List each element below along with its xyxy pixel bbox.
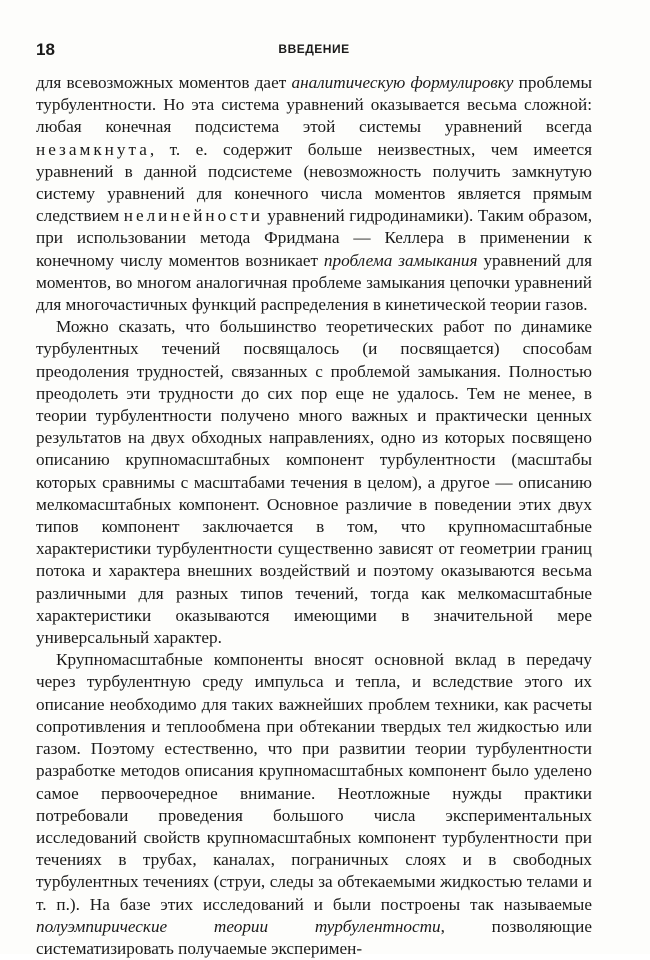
paragraph-1-text: для всевозможных моментов дает: [36, 73, 292, 92]
paragraph-3-text: Крупномасштабные компоненты вносят основной вклад в передачу через турбулентную среду импульса и тепла, и вследствие этого их описание необходимо для таких важнейших проблем техники, как расчеты сопротивления и теплообмена при обтекании твердых тел жидкостью или газом. Поэтому естественно, что при развитии теории турбулентности разработке методов описания крупномасштабных компонент было уделено самое первоочередное внимание. Неотложные нужды практики потребовали проведения большого числа экспериментальных исследований свойств крупномасштабных компонент турбулентности при течениях в трубах, каналах, пограничных слоях и в свободных турбулентных течениях (струи, следы за обтекаемыми жидкостью телами и т. п.). На базе этих исследований и были построены так называемые: [36, 650, 592, 914]
term-semi-empirical-theories: полуэмпирические теории турбулентности: [36, 916, 441, 936]
paragraph-2-text: Можно сказать, что большинство теоретических работ по динамике турбулентных течений посвящалось (и посвящается) способам преодоления трудностей, связанных с проблемой замыкания. Полностью преодолеть эти трудности до сих пор еще не удалось. Тем не менее, в теории турбулентности получено много важных и практически ценных результатов на двух обходных направлениях, одно из которых посвящено описанию крупномасштабных компонент турбулентности (масштабы которых сравнимы с масштабами течения в целом), а другое — описанию мелкомасштабных компонент. Основное различие в поведении этих двух типов компонент заключается в том, что крупномасштабные характеристики турбулентности существенно зависят от геометрии границ потока и характера внешних воздействий и поэтому оказываются весьма различными для разных типов течений, тогда как мелкомасштабные характеристики оказываются имеющими в значительной мере универсальный характер.: [36, 317, 592, 648]
paragraph-3: [36, 649, 592, 960]
paragraph-1-text: уравнений для моментов, во многом аналогичная проблеме замыкания цепочки уравнений для многочастичных функций распределения в кинетической теории газов.: [36, 250, 592, 315]
body-text: [36, 72, 592, 960]
page-number: 18: [36, 40, 55, 59]
paragraph-2: [36, 316, 592, 649]
page-header: [36, 40, 592, 64]
term-analytic-formulation: аналитическую формулировку: [291, 73, 514, 92]
term-closure-problem: проблема замыкания: [323, 250, 478, 270]
paragraph-1-text: уравнений гидродинамики). Таким образом, при использовании метода Фридмана — Келлера в применении к конечному числу моментов возникает: [36, 206, 593, 270]
spaced-word-nonlinearity: нелинейности: [123, 206, 263, 226]
spaced-word-unclosed: незамкнута: [36, 139, 150, 159]
paragraph-1-text: , т. е. содержит больше неизвестных, чем имеется уравнений в данной подсистеме (невозможность получить замкнутую систему уравнений для конечного числа моментов является прямым следствием: [36, 139, 592, 226]
paragraph-3-text: , позволяющие систематизировать получаемые эксперимен-: [36, 916, 592, 958]
running-title: ВВЕДЕНИЕ: [278, 42, 350, 56]
paragraph-1-text: проблемы турбулентности. Но эта система уравнений оказывается весьма сложной: любая конечная подсистема этой системы уравнений всегда: [36, 73, 592, 137]
paragraph-1: [36, 72, 592, 316]
